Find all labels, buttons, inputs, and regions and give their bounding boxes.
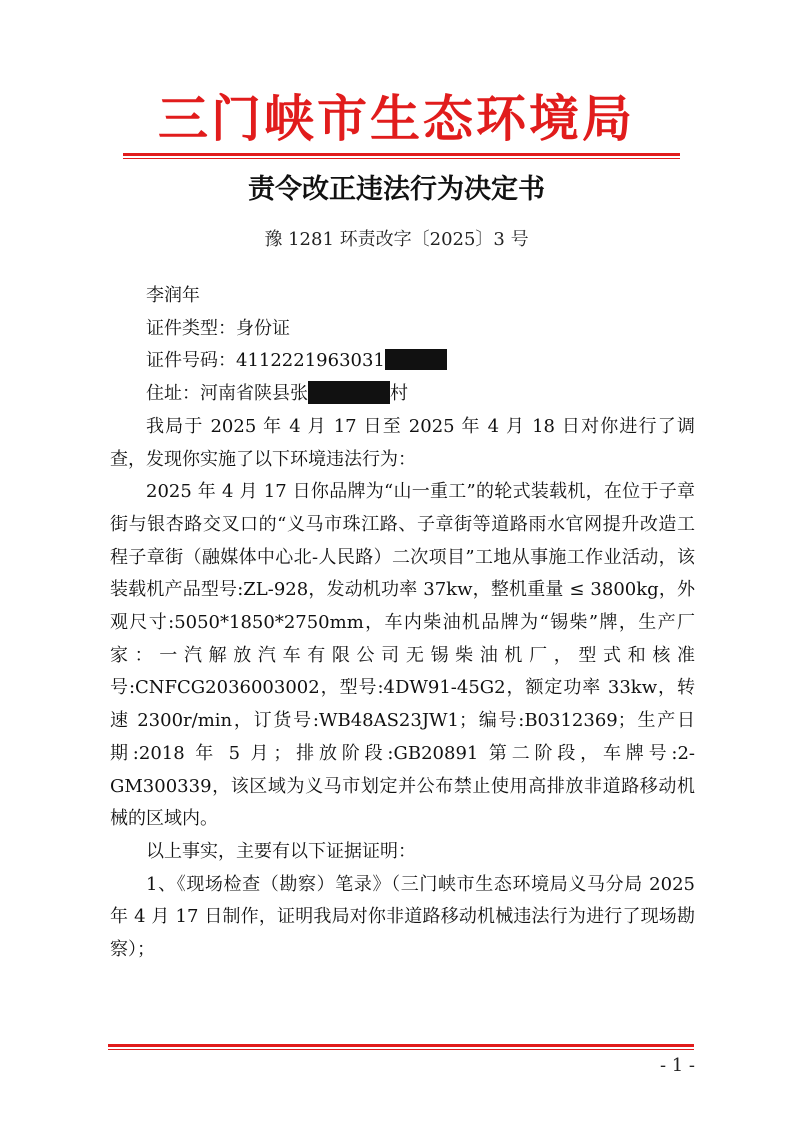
page-number: - 1 - bbox=[659, 1055, 695, 1076]
redaction-block bbox=[308, 381, 390, 404]
agency-header: 三门峡市生态环境局 bbox=[158, 89, 635, 148]
header-divider bbox=[123, 153, 680, 156]
address-line bbox=[110, 378, 695, 411]
header-divider-thin bbox=[123, 158, 680, 159]
paragraph-evidence-1: 1、《现场检查（勘察）笔录》（三门峡市生态环境局义马分局 2025 年 4 月 17 日制作，证明我局对你非道路移动机械违法行为进行了现场勘察）； bbox=[110, 873, 695, 961]
address-suffix: 村 bbox=[390, 383, 408, 405]
id-number-text: 证件号码：4112221963031 bbox=[146, 350, 385, 372]
document-number: 豫 1281 环责改字〔2025〕3 号 bbox=[264, 229, 529, 250]
footer-divider bbox=[108, 1044, 694, 1047]
paragraph-investigation: 我局于 2025 年 4 月 17 日至 2025 年 4 月 18 日对你进行了调查，发现你实施了以下环境违法行为： bbox=[110, 415, 695, 470]
id-number-line bbox=[110, 345, 695, 378]
address-prefix: 住址：河南省陕县张 bbox=[146, 383, 308, 405]
recipient-name: 李润年 bbox=[146, 285, 200, 306]
id-type-line: 证件类型：身份证 bbox=[146, 317, 290, 339]
document-title: 责令改正违法行为决定书 bbox=[248, 174, 545, 205]
footer-divider-thin bbox=[108, 1049, 694, 1050]
paragraph-violation-facts: 2025 年 4 月 17 日你品牌为“山一重工”的轮式装载机，在位于子章街与银杏路交叉口的“义马市珠江路、子章街等道路雨水官网提升改造工程子章街（融媒体中心北-人民路）二次项目”工地从事施工作业活动，该装载机产品型号:ZL-928，发动机功率 37kw，整机重量 ≤ 3800kg，外观尺寸:5050*1850*2750mm，车内柴油机品牌为“锡柴”牌，生产厂家：一汽解放汽车有限公司无锡柴油机厂，型式和核准号:CNFCG2036003002，型号:4DW91-45G2，额定功率 33kw，转速 2300r/min，订货号:WB48AS23JW1；编号:B0312369；生产日期:2018 年 5 月；排放阶段:GB20891 第二阶段，车牌号:2-GM300339，该区域为义马市划定并公布禁止使用高排放非道路移动机械的区域内。 bbox=[110, 481, 695, 830]
paragraph-evidence-intro: 以上事实，主要有以下证据证明： bbox=[146, 840, 416, 862]
redaction-block bbox=[385, 349, 447, 370]
document-body bbox=[110, 280, 695, 967]
